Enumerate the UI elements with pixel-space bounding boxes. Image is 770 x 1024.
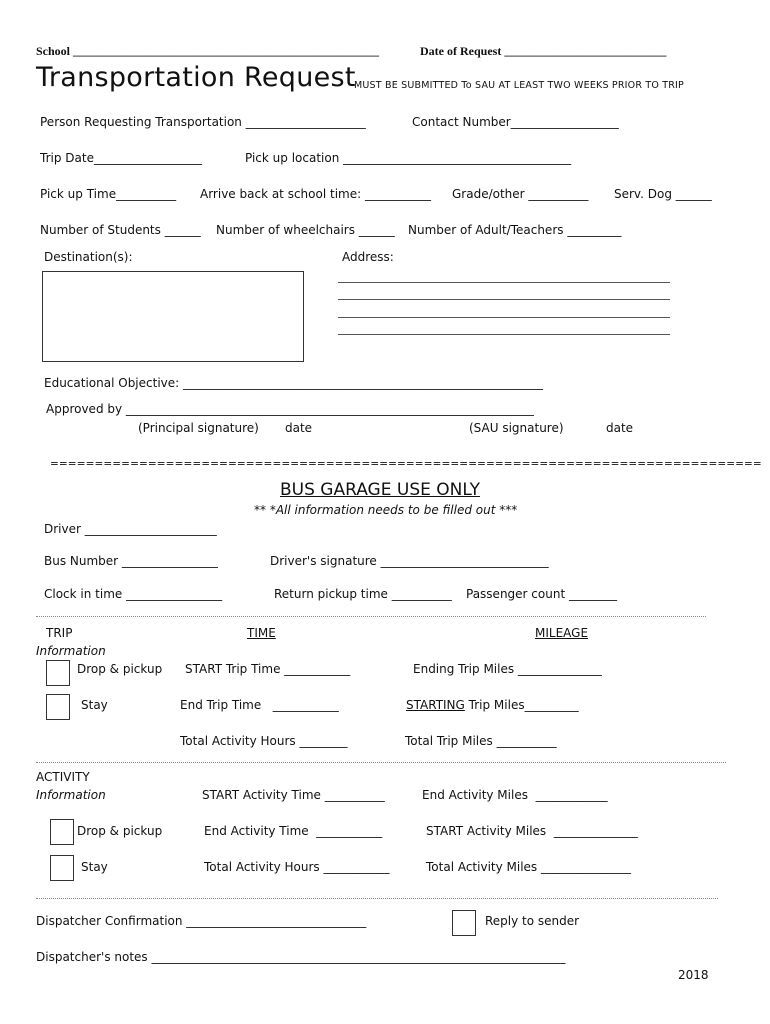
section-separator: ================================================================================ [50,458,762,470]
dotted-divider [36,898,718,899]
drivers-signature-field[interactable]: Driver's signature ____________________________ [270,554,549,568]
address-line[interactable] [338,299,670,300]
mileage-header: MILEAGE [535,626,589,640]
trip-stay-label: Stay [81,698,108,712]
dispatchers-notes-field[interactable]: Dispatcher's notes _____________________________________________________________________ [36,950,566,964]
activity-information-label: Information [36,788,106,802]
service-dog-field[interactable]: Serv. Dog ______ [614,187,712,201]
reply-to-sender-label: Reply to sender [485,914,580,928]
activity-drop-pickup-checkbox[interactable] [50,819,74,845]
trip-stay-checkbox[interactable] [46,694,70,720]
principal-date-label: date [285,421,313,435]
dotted-divider [36,762,726,763]
bus-garage-subheading: ** *All information needs to be filled out *** [254,503,518,517]
bus-number-field[interactable]: Bus Number ________________ [44,554,218,568]
total-activity-miles-field[interactable]: Total Activity Miles _______________ [426,860,632,874]
number-of-students-field[interactable]: Number of Students ______ [40,223,201,237]
contact-number-field[interactable]: Contact Number__________________ [412,115,619,129]
address-line[interactable] [338,317,670,318]
date-of-request-field[interactable]: Date of Request ___________________________ [420,44,667,58]
trip-label: TRIP [46,626,73,640]
activity-label: ACTIVITY [36,770,90,784]
trip-drop-pickup-label: Drop & pickup [77,662,163,676]
educational-objective-field[interactable]: Educational Objective: ____________________________________________________________ [44,376,544,390]
trip-total-activity-hours-field[interactable]: Total Activity Hours ________ [180,734,348,748]
sau-date-label: date [606,421,634,435]
person-requesting-field[interactable]: Person Requesting Transportation ____________________ [40,115,366,129]
start-activity-miles-field[interactable]: START Activity Miles ______________ [426,824,638,838]
starting-trip-miles-field[interactable] [406,698,579,712]
ending-trip-miles-field[interactable]: Ending Trip Miles ______________ [413,662,602,676]
school-field[interactable]: School ___________________________________________________ [36,44,380,58]
start-trip-time-field[interactable]: START Trip Time ___________ [185,662,351,676]
trip-information-label: Information [36,644,106,658]
activity-total-hours-field[interactable]: Total Activity Hours ___________ [204,860,390,874]
destinations-textbox[interactable] [42,271,304,362]
driver-field[interactable]: Driver ______________________ [44,522,217,536]
address-line[interactable] [338,334,670,335]
principal-signature-label: (Principal signature) [138,421,259,435]
number-of-wheelchairs-field[interactable]: Number of wheelchairs ______ [216,223,395,237]
approved-by-field[interactable]: Approved by ____________________________________________________________________ [46,402,534,416]
pickup-time-field[interactable]: Pick up Time__________ [40,187,177,201]
total-trip-miles-field[interactable]: Total Trip Miles __________ [405,734,557,748]
starting-trip-miles-rest: Trip Miles_________ [464,698,579,712]
dispatcher-confirmation-field[interactable]: Dispatcher Confirmation ______________________________ [36,914,367,928]
activity-drop-pickup-label: Drop & pickup [77,824,163,838]
page-title: Transportation Request [36,62,356,93]
pickup-location-field[interactable]: Pick up location ______________________________________ [245,151,572,165]
reply-to-sender-checkbox[interactable] [452,910,476,936]
number-of-adults-field[interactable]: Number of Adult/Teachers _________ [408,223,622,237]
submission-note: MUST BE SUBMITTED To SAU AT LEAST TWO WEEKS PRIOR TO TRIP [354,80,684,91]
end-activity-miles-field[interactable]: End Activity Miles ____________ [422,788,608,802]
activity-stay-checkbox[interactable] [50,855,74,881]
sau-signature-label: (SAU signature) [469,421,564,435]
activity-stay-label: Stay [81,860,108,874]
end-activity-time-field[interactable]: End Activity Time ___________ [204,824,383,838]
grade-field[interactable]: Grade/other __________ [452,187,589,201]
arrive-back-field[interactable]: Arrive back at school time: ___________ [200,187,431,201]
trip-date-field[interactable]: Trip Date__________________ [40,151,202,165]
form-year: 2018 [678,968,709,982]
address-label: Address: [342,250,394,264]
bus-garage-heading: BUS GARAGE USE ONLY [280,480,480,500]
clock-in-time-field[interactable]: Clock in time ________________ [44,587,223,601]
trip-drop-pickup-checkbox[interactable] [46,660,70,686]
passenger-count-field[interactable]: Passenger count ________ [466,587,617,601]
destinations-label: Destination(s): [44,250,133,264]
return-pickup-time-field[interactable]: Return pickup time __________ [274,587,452,601]
time-header: TIME [247,626,276,640]
end-trip-time-field[interactable]: End Trip Time ___________ [180,698,339,712]
address-line[interactable] [338,282,670,283]
dotted-divider [36,616,706,617]
start-activity-time-field[interactable]: START Activity Time __________ [202,788,385,802]
starting-word: STARTING [406,698,465,712]
